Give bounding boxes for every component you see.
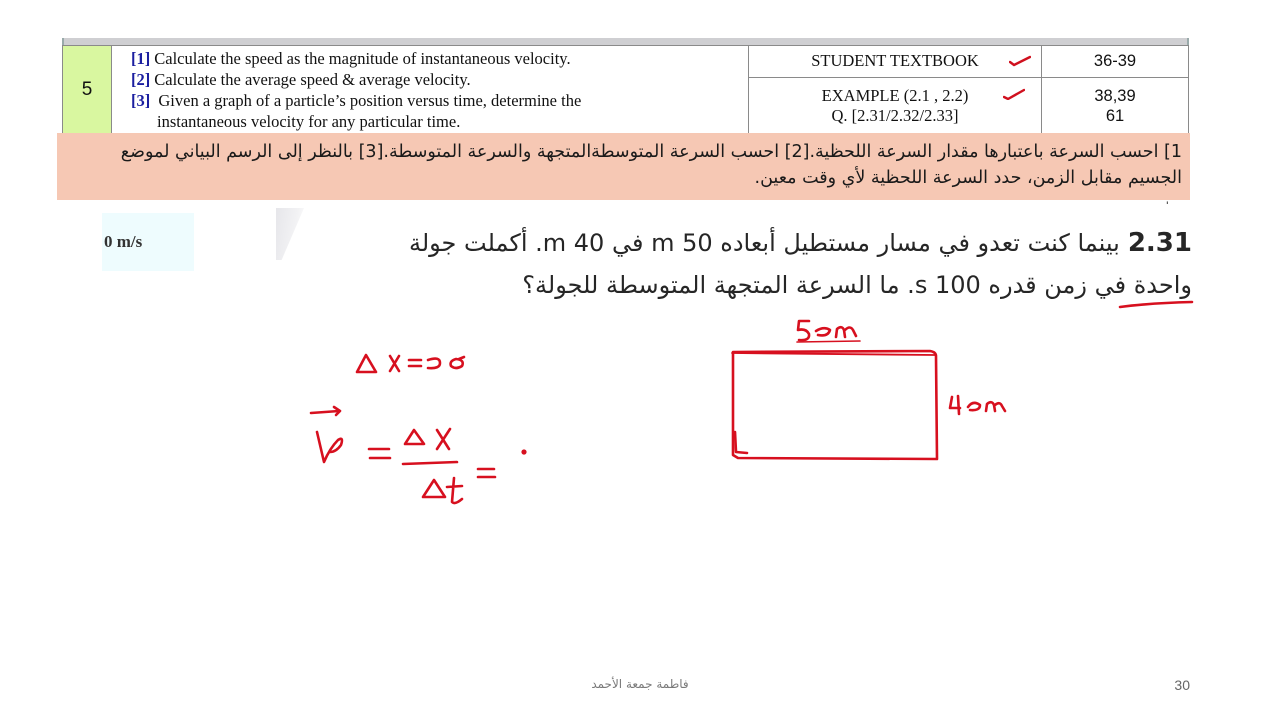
objective-text: Calculate the speed as the magnitude of instantaneous velocity. bbox=[154, 49, 571, 68]
reference-pages bbox=[1042, 77, 1189, 134]
rectangle-drawing bbox=[733, 351, 937, 459]
objective-item bbox=[131, 48, 748, 69]
reference-label: EXAMPLE (2.1 , 2.2) bbox=[821, 85, 969, 105]
question-line-2: واحدة في زمن قدره 100 s. ما السرعة المتجهة المتوسطة للجولة؟ bbox=[522, 271, 1192, 299]
reference-examples bbox=[749, 77, 1042, 134]
objective-continuation: instantaneous velocity for any particular time. bbox=[157, 112, 461, 131]
objective-text: Given a graph of a particle’s position versus time, determine the bbox=[154, 91, 582, 110]
objective-tag: [1] bbox=[131, 49, 151, 68]
v-symbol bbox=[317, 432, 342, 462]
label-40m bbox=[950, 396, 960, 414]
question-line-1-text: بينما كنت تعدو في مسار مستطيل أبعاده 50 m في 40 m. أكملت جولة bbox=[408, 229, 1120, 257]
objective-text: Calculate the average speed & average velocity. bbox=[154, 70, 471, 89]
footer-author: فاطمة جمعة الأحمد bbox=[591, 677, 689, 691]
question-line-1 bbox=[272, 222, 1192, 264]
objectives-table bbox=[62, 45, 1189, 135]
objective-tag: [2] bbox=[131, 70, 151, 89]
question-text bbox=[272, 222, 1192, 306]
reference-label: STUDENT TEXTBOOK bbox=[811, 51, 979, 71]
page-number: 30 bbox=[1174, 677, 1190, 693]
vector-arrow bbox=[311, 407, 340, 415]
pages-value: 38,39 bbox=[1094, 86, 1136, 105]
question-number: 2.31 bbox=[1127, 228, 1192, 258]
reference-label-2: Q. [2.31/2.32/2.33] bbox=[831, 105, 959, 125]
objective-tag: [3] bbox=[131, 91, 151, 110]
pages-value-2: 61 bbox=[1105, 106, 1125, 125]
objective-item bbox=[131, 90, 748, 111]
objective-item bbox=[131, 69, 748, 90]
answer-box: 0 m/s bbox=[102, 213, 194, 271]
label-50m bbox=[798, 321, 809, 340]
objectives-list bbox=[112, 46, 749, 135]
checkmark-icon bbox=[1003, 88, 1025, 100]
stray-mark: ˈ bbox=[1164, 200, 1170, 217]
delta-symbol bbox=[357, 355, 376, 372]
objective-number: 5 bbox=[63, 46, 112, 135]
fraction-bar bbox=[403, 462, 457, 464]
reference-textbook bbox=[749, 46, 1042, 78]
reference-pages: 36-39 bbox=[1042, 46, 1189, 78]
arabic-translation: 1] احسب السرعة باعتبارها مقدار السرعة اللحظية.[2] احسب السرعة المتوسطةالمتجهة والسرعة المتوسطة.[3] بالنظر إلى الرسم البياني لموضع الجسيم مقابل الزمن، حدد السرعة اللحظية لأي وقت معين. bbox=[57, 133, 1190, 200]
checkmark-icon bbox=[1009, 55, 1031, 67]
